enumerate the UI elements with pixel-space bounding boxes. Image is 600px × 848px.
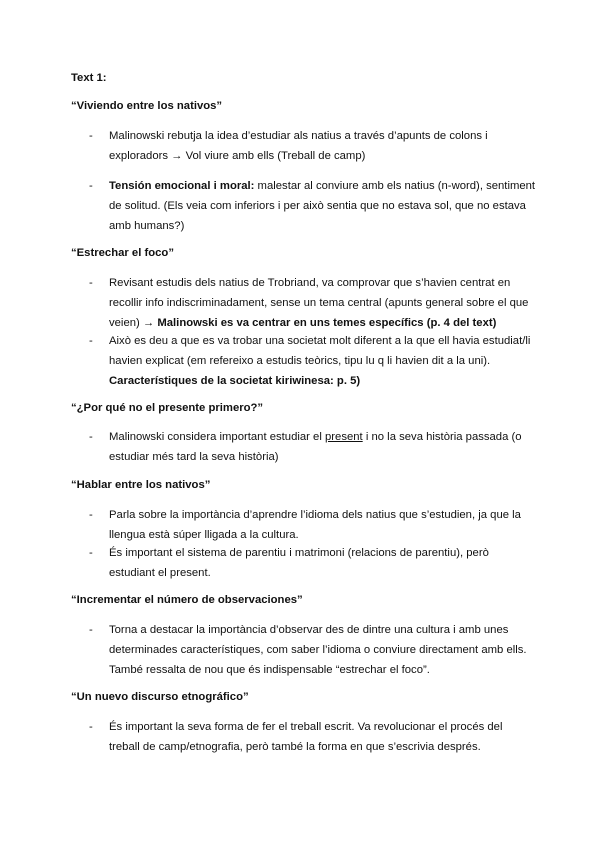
- bold-reference: Característiques de la societat kiriwinesa: p. 5): [109, 375, 361, 387]
- text-line: També ressalta de nou que és indispensable “estrechar el foco”.: [109, 664, 430, 676]
- text-line: [109, 313, 529, 333]
- text-line: Això es deu a que es va trobar una societat molt diferent a la que ell havia estudiat/li: [109, 335, 531, 347]
- text-line: determinades característiques, com saber l’idioma o conviure directament amb ells.: [109, 644, 527, 656]
- text-line: Revisant estudis dels natius de Trobriand, va comprovar que s’havien centrat en: [109, 277, 511, 289]
- section-heading: “Un nuevo discurso etnográfico”: [71, 691, 249, 703]
- text-run: i no la seva història passada (o: [362, 431, 522, 443]
- bullet-dash: -: [89, 721, 93, 733]
- bold-term: Tensión emocional i moral:: [109, 180, 255, 192]
- list-item: [89, 717, 529, 757]
- text-line: Malinowski rebutja la idea d’estudiar als natius a través d’apunts de colons i: [109, 130, 488, 142]
- text-line: [109, 427, 529, 447]
- bullet-dash: -: [89, 130, 93, 142]
- list-item: [89, 273, 529, 333]
- bold-conclusion: Malinowski es va centrar en uns temes específics (p. 4 del text): [157, 317, 497, 329]
- bullet-dash: -: [89, 180, 93, 192]
- list-item: [89, 331, 529, 391]
- text-line: És important la seva forma de fer el treball escrit. Va revolucionar el procés del: [109, 721, 503, 733]
- text-line: Torna a destacar la importància d’observar des de dintre una cultura i amb unes: [109, 624, 509, 636]
- text-run: malestar al conviure amb els natius (n-word), sentiment: [254, 180, 536, 192]
- list-item: [89, 620, 529, 680]
- text-run: veien) →: [109, 317, 158, 329]
- text-line: [109, 176, 536, 196]
- text-line: amb humans?): [109, 220, 185, 232]
- text-line: de solitud. (Els veia com inferiors i per això sentia que no estava sol, que no estava: [109, 200, 526, 212]
- bullet-dash: -: [89, 624, 93, 636]
- bullet-dash: -: [89, 431, 93, 443]
- text-line: recollir info indiscriminadament, sense un tema central (apunts general sobre el que: [109, 297, 529, 309]
- list-item: [89, 543, 529, 583]
- bullet-dash: -: [89, 277, 93, 289]
- text-line: És important el sistema de parentiu i matrimoni (relacions de parentiu), però: [109, 547, 489, 559]
- text-line: treball de camp/etnografia, però també la forma en que s’escrivia després.: [109, 741, 481, 753]
- list-item: [89, 176, 536, 236]
- list-item: [89, 126, 529, 166]
- section-heading: “Hablar entre los nativos”: [71, 479, 211, 491]
- text-line: exploradors → Vol viure amb ells (Treball de camp): [109, 150, 366, 162]
- text-run: Malinowski considera important estudiar el: [109, 431, 325, 443]
- section-heading: “Viviendo entre los nativos”: [71, 100, 223, 112]
- text-line: havien explicat (em refereixo a estudis teòrics, tipu lu q li havien dit a la uni).: [109, 355, 491, 367]
- text-line: llengua està súper lligada a la cultura.: [109, 529, 299, 541]
- list-item: [89, 505, 529, 545]
- bullet-dash: -: [89, 335, 93, 347]
- text-line: estudiant el present.: [109, 567, 211, 579]
- bullet-dash: -: [89, 509, 93, 521]
- section-heading: “¿Por qué no el presente primero?”: [71, 402, 264, 414]
- text-line: Parla sobre la importància d’aprendre l’idioma dels natius que s’estudien, ja que la: [109, 509, 521, 521]
- section-heading: “Incrementar el número de observaciones”: [71, 594, 303, 606]
- document-title: Text 1:: [71, 72, 107, 84]
- underlined-word: present: [325, 431, 363, 443]
- text-line: estudiar més tard la seva història): [109, 451, 279, 463]
- list-item: [89, 427, 529, 467]
- bullet-dash: -: [89, 547, 93, 559]
- section-heading: “Estrechar el foco”: [71, 247, 174, 259]
